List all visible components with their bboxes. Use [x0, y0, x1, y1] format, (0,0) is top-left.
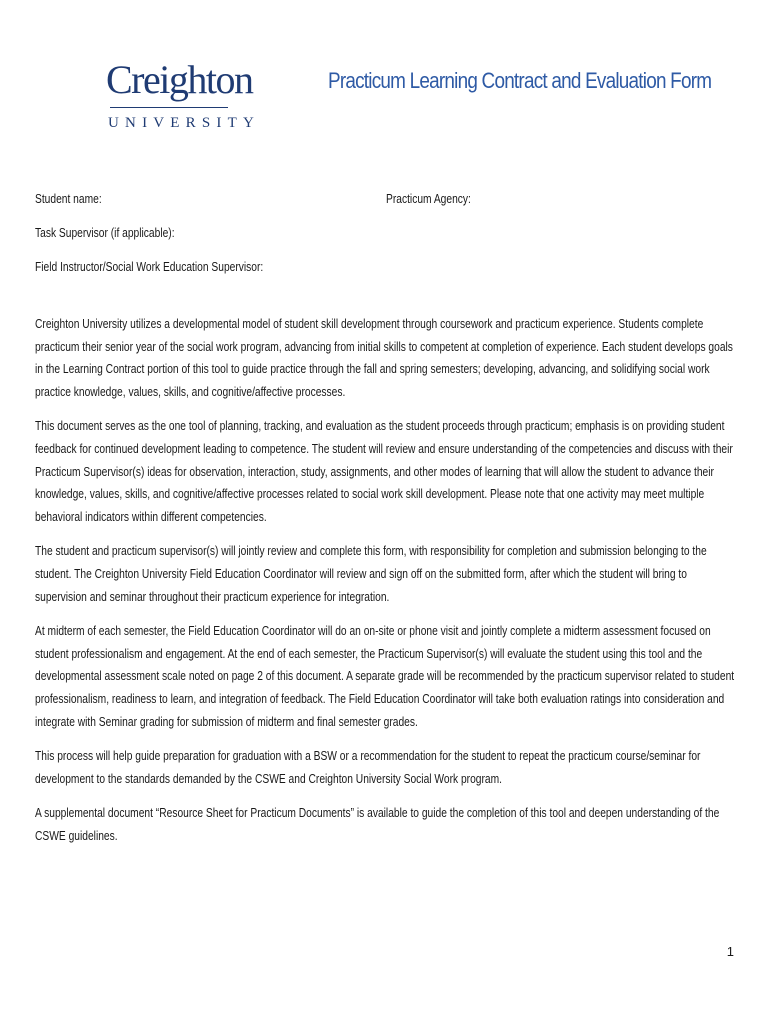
- paragraph: A supplemental document “Resource Sheet for Practicum Documents” is available to guide the completion of this tool and deepen understanding of the CSWE guidelines.: [35, 806, 720, 843]
- logo-subtitle: UNIVERSITY: [108, 115, 260, 131]
- page-number: 1: [726, 944, 734, 959]
- student-name-label: Student name:: [35, 192, 102, 206]
- logo-wordmark: Creighton: [106, 57, 253, 102]
- creighton-university-logo: [106, 57, 260, 138]
- paragraph: The student and practicum supervisor(s) will jointly review and complete this form, with responsibility for completion and submission belonging to the student. The Creighton University Field Education Coordinator will review and sign off on the submitted form, after which the student will bring to supervision and seminar throughout their practicum experience for integration.: [35, 544, 707, 604]
- paragraph: This document serves as the one tool of planning, tracking, and evaluation as the student proceeds through practicum; emphasis is on providing student feedback for continued development leading to competence. The student will review and ensure understanding of the competencies and discuss with their Practicum Supervisor(s) ideas for observation, interaction, study, assignments, and other modes of learning that will allow the student to advance their knowledge, values, skills, and cognitive/affective processes related to social work skill development. Please note that one activity may meet multiple behavioral indicators within different competencies.: [35, 419, 733, 524]
- paragraph: At midterm of each semester, the Field Education Coordinator will do an on-site or phone visit and jointly complete a midterm assessment focused on student professionalism and engagement. At the end of each semester, the Practicum Supervisor(s) will evaluate the student using this tool and the developmental assessment scale noted on page 2 of this document. A separate grade will be recommended by the practicum supervisor related to student professionalism, readiness to learn, and integration of feedback. The Field Education Coordinator will take both evaluation ratings into consideration and integrate with Seminar grading for submission of midterm and final semester grades.: [35, 624, 735, 729]
- document-title: Practicum Learning Contract and Evaluation Form: [328, 68, 712, 93]
- task-supervisor-label: Task Supervisor (if applicable):: [35, 226, 175, 240]
- paragraph: Creighton University utilizes a developmental model of student skill development through coursework and practicum experience. Students complete practicum their senior year of the social work program, advancing from initial skills to competent at completion of experience. Each student develops goals in the Learning Contract portion of this tool to guide practice through the fall and spring semesters; developing, advancing, and solidifying social work practice knowledge, values, skills, and cognitive/affective processes.: [35, 317, 733, 399]
- paragraph: This process will help guide preparation for graduation with a BSW or a recommendation for the student to repeat the practicum course/seminar for development to the standards demanded by the CSWE and Creighton University Social Work program.: [35, 749, 701, 786]
- logo-rule: [110, 107, 228, 108]
- practicum-agency-label: Practicum Agency:: [386, 192, 471, 206]
- body-text: [35, 313, 739, 859]
- field-instructor-label: Field Instructor/Social Work Education Supervisor:: [35, 260, 264, 274]
